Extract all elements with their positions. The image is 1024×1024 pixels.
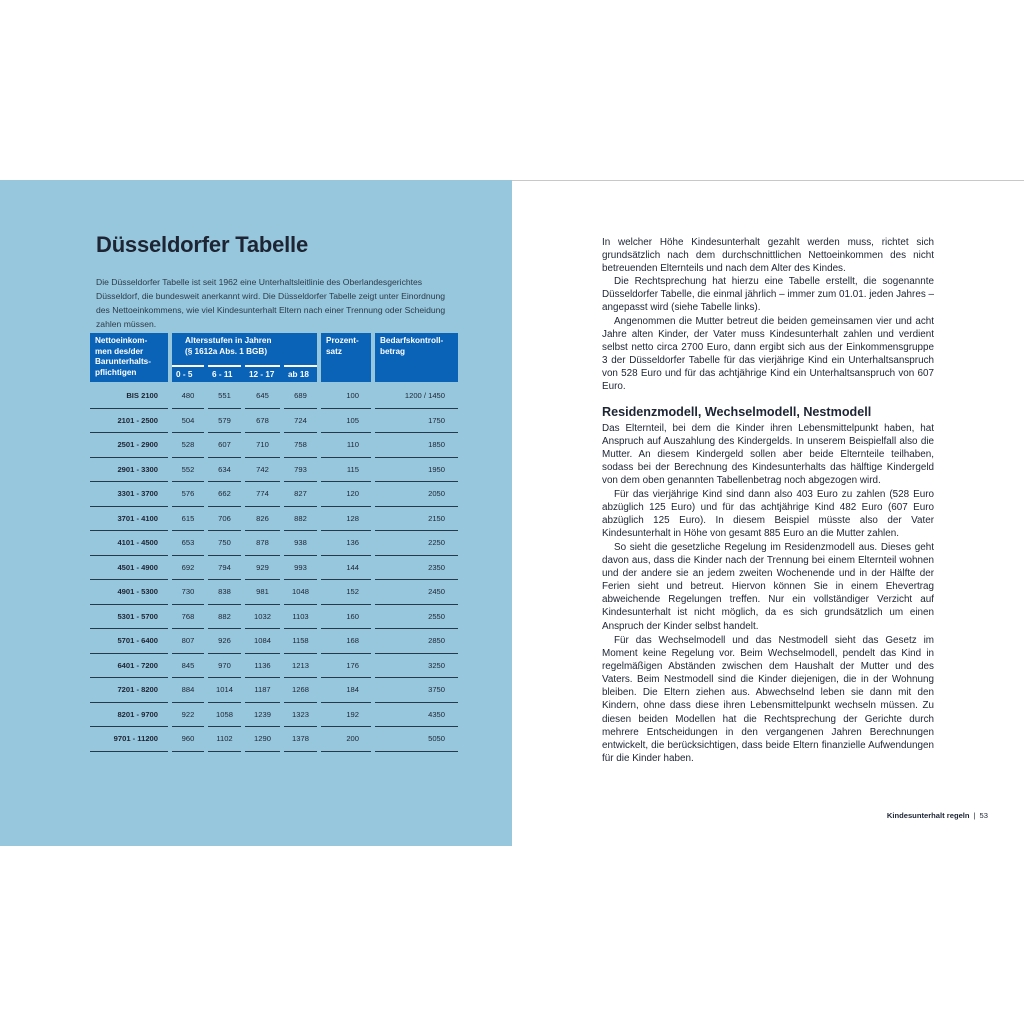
table-cell-a1: 922 <box>172 703 204 728</box>
header-percent-line: Prozent- <box>326 336 359 345</box>
table-cell-pct: 200 <box>321 727 371 752</box>
table-cell-bed: 2450 <box>375 580 458 605</box>
table-cell-bed: 5050 <box>375 727 458 752</box>
table-cell-a2: 551 <box>208 384 241 409</box>
table-row <box>90 482 458 507</box>
table-cell-bed: 4350 <box>375 703 458 728</box>
header-income-line: Barunterhalts- <box>95 357 151 366</box>
table-cell-a2: 750 <box>208 531 241 556</box>
table-cell-income: 9701 - 11200 <box>90 727 168 752</box>
table-cell-a4: 1378 <box>284 727 317 752</box>
paragraph-wechselmodell: Für das Wechselmodell und das Nestmodell sieht das Gesetz im Moment keine Regelung vor. Beim Wechselmodell, pendelt das Kind in regelmäßigen Abständen zwischen dem Haushalt der Mutter und des Vaters. Beim Nestmodell sind die Kinder diejenigen, die in der Wohnung bleiben. Die Eltern ziehen aus. Abwechselnd leben sie dann mit den Kindern, ohne dass diese ihren Lebensmittelpunkt wechseln müssen. Zu diesen beiden Modellen hat die Rechtsprechung der Gerichte durch mehrere Entscheidungen in den vergangenen Jahren Berechnungen entwickelt, die berücksichtigen, dass beide Eltern finanzielle Aufwendungen für die Kinder haben. <box>602 635 934 764</box>
table-cell-a4: 1268 <box>284 678 317 703</box>
table-cell-a3: 645 <box>245 384 280 409</box>
table-cell-a3: 1239 <box>245 703 280 728</box>
paragraph-example: Angenommen die Mutter betreut die beiden gemeinsamen vier und acht Jahre alten Kinder, der Vater muss Kindesunterhalt zahlen und verdient selbst netto circa 2700 Euro, dann ergibt sich aus der Einkommensgruppe 3 der Düsseldorfer Tabelle für das vierjährige Kind ein Unterhaltsanspruch von 528 Euro und für das achtjährige Kind ein Unterhaltsanspruch von 607 Euro. <box>602 316 934 393</box>
table-row <box>90 727 458 752</box>
table-cell-income: 2901 - 3300 <box>90 458 168 483</box>
table-cell-bed: 1950 <box>375 458 458 483</box>
header-income <box>90 333 168 382</box>
table-cell-a4: 1048 <box>284 580 317 605</box>
table-cell-a1: 552 <box>172 458 204 483</box>
table-cell-a1: 960 <box>172 727 204 752</box>
table-cell-a3: 929 <box>245 556 280 581</box>
table-cell-a4: 938 <box>284 531 317 556</box>
table-cell-pct: 110 <box>321 433 371 458</box>
table-cell-income: 5701 - 6400 <box>90 629 168 654</box>
page-title: Düsseldorfer Tabelle <box>96 232 308 257</box>
table-cell-bed: 2050 <box>375 482 458 507</box>
table-cell-a3: 1290 <box>245 727 280 752</box>
table-cell-a3: 878 <box>245 531 280 556</box>
table-cell-a4: 689 <box>284 384 317 409</box>
table-cell-a4: 793 <box>284 458 317 483</box>
table-cell-a4: 827 <box>284 482 317 507</box>
table-cell-a3: 981 <box>245 580 280 605</box>
table-cell-a1: 884 <box>172 678 204 703</box>
table-cell-bed: 2250 <box>375 531 458 556</box>
table-cell-a4: 1323 <box>284 703 317 728</box>
header-percent-line: satz <box>326 346 342 356</box>
table-cell-bed: 2550 <box>375 605 458 630</box>
table-cell-a2: 662 <box>208 482 241 507</box>
table-row <box>90 678 458 703</box>
table-cell-bed: 2350 <box>375 556 458 581</box>
table-row <box>90 556 458 581</box>
table-cell-pct: 152 <box>321 580 371 605</box>
table-row <box>90 458 458 483</box>
table-cell-a2: 838 <box>208 580 241 605</box>
page-footer <box>887 811 988 820</box>
header-age-line: Altersstufen in Jahren <box>185 336 272 345</box>
table-cell-a2: 970 <box>208 654 241 679</box>
table-cell-pct: 160 <box>321 605 371 630</box>
table-cell-pct: 168 <box>321 629 371 654</box>
table-cell-income: 4101 - 4500 <box>90 531 168 556</box>
table-cell-bed: 1850 <box>375 433 458 458</box>
intro-text: Die Düsseldorfer Tabelle ist seit 1962 eine Unterhaltsleitlinie des Oberlandesgerichtes Düsseldorf, die bundesweit anerkannt wird. Die Düsseldorfer Tabelle zeigt unter Einordnung des Nettoeinkommens, wie viel Kindesunterhalt Eltern nach einer Trennung oder Scheidung zahlen müssen. <box>96 277 446 329</box>
table-cell-bed: 2850 <box>375 629 458 654</box>
table-cell-a3: 710 <box>245 433 280 458</box>
table-cell-a4: 758 <box>284 433 317 458</box>
header-age-line: (§ 1612a Abs. 1 BGB) <box>185 346 268 356</box>
age-group-label: 12 - 17 <box>245 367 280 382</box>
table-cell-bed: 1200 / 1450 <box>375 384 458 409</box>
page-number: 53 <box>979 811 988 820</box>
table-cell-a1: 653 <box>172 531 204 556</box>
table-cell-income: 2101 - 2500 <box>90 409 168 434</box>
table-cell-a1: 576 <box>172 482 204 507</box>
table-cell-pct: 144 <box>321 556 371 581</box>
table-cell-income: 4901 - 5300 <box>90 580 168 605</box>
header-income-line: Nettoeinkom- <box>95 336 148 345</box>
paragraph-calculation: Für das vierjährige Kind sind dann also 403 Euro zu zahlen (528 Euro abzüglich 125 Euro) und für das achtjährige Kind 482 Euro (607 Euro abzüglich 125 Euro). In diesem Beispiel müsste also der Vater Kindesunterhalt in Höhe von gesamt 885 Euro an die Mutter zahlen. <box>602 489 934 540</box>
table-cell-income: BIS 2100 <box>90 384 168 409</box>
table-cell-a1: 528 <box>172 433 204 458</box>
table-cell-pct: 100 <box>321 384 371 409</box>
header-percent <box>321 333 371 382</box>
table-row <box>90 507 458 532</box>
table-cell-a1: 615 <box>172 507 204 532</box>
table-cell-a4: 1213 <box>284 654 317 679</box>
table-cell-a2: 1058 <box>208 703 241 728</box>
table-cell-a2: 706 <box>208 507 241 532</box>
table-cell-a1: 768 <box>172 605 204 630</box>
header-bedarf <box>375 333 458 382</box>
age-group-0-5 <box>172 365 204 382</box>
table-cell-bed: 3250 <box>375 654 458 679</box>
table-row <box>90 654 458 679</box>
age-group-6-11 <box>208 365 241 382</box>
table-cell-a2: 579 <box>208 409 241 434</box>
table-row <box>90 409 458 434</box>
table-row <box>90 605 458 630</box>
table-cell-a2: 926 <box>208 629 241 654</box>
table-cell-a4: 993 <box>284 556 317 581</box>
table-cell-a3: 742 <box>245 458 280 483</box>
table-row <box>90 580 458 605</box>
table-cell-a2: 1102 <box>208 727 241 752</box>
age-group-label: 6 - 11 <box>208 367 241 382</box>
header-income-line: men des/der <box>95 346 144 356</box>
table-cell-income: 2501 - 2900 <box>90 433 168 458</box>
age-group-ab-18 <box>284 365 317 382</box>
section-heading: Residenzmodell, Wechselmodell, Nestmodell <box>602 405 872 419</box>
table-cell-pct: 184 <box>321 678 371 703</box>
footer-separator: | <box>973 811 976 820</box>
table-cell-bed: 2150 <box>375 507 458 532</box>
paragraph-rechtsprechung: Die Rechtsprechung hat hierzu eine Tabelle erstellt, die sogenannte Düsseldorfer Tabelle, die einmal jährlich – immer zum 01.01. jeden Jahres – angepasst wird (siehe Tabelle links). <box>602 276 934 314</box>
table-cell-a2: 607 <box>208 433 241 458</box>
table-cell-income: 6401 - 7200 <box>90 654 168 679</box>
header-income-line: pflichtigen <box>95 367 137 377</box>
table-cell-a1: 692 <box>172 556 204 581</box>
header-bedarf-line: Bedarfskontroll- <box>380 336 444 345</box>
table-row <box>90 703 458 728</box>
table-cell-a3: 1084 <box>245 629 280 654</box>
table-cell-income: 5301 - 5700 <box>90 605 168 630</box>
table-cell-a3: 1136 <box>245 654 280 679</box>
table-cell-pct: 136 <box>321 531 371 556</box>
table-cell-a1: 480 <box>172 384 204 409</box>
paragraph-kindergeld: Das Elternteil, bei dem die Kinder ihren Lebensmittelpunkt haben, hat Anspruch auf Auszahlung des Kindergelds. In unserem Beispielfall also die Mutter. An diesem Kindergeld sollen aber beide Elternteile teilhaben, sodass bei der Berechnung des Kindesunterhalts das hälftige Kindergeld von dem oben genannten Tabellenbetrag noch abgezogen wird. <box>602 423 934 487</box>
table-cell-income: 4501 - 4900 <box>90 556 168 581</box>
table-cell-a1: 845 <box>172 654 204 679</box>
table-cell-a3: 1032 <box>245 605 280 630</box>
table-cell-a3: 774 <box>245 482 280 507</box>
table-cell-a3: 1187 <box>245 678 280 703</box>
table-cell-income: 3301 - 3700 <box>90 482 168 507</box>
table-cell-pct: 115 <box>321 458 371 483</box>
table-cell-a1: 730 <box>172 580 204 605</box>
table-cell-a4: 882 <box>284 507 317 532</box>
table-cell-pct: 176 <box>321 654 371 679</box>
table-cell-a1: 504 <box>172 409 204 434</box>
footer-section: Kindesunterhalt regeln <box>886 811 970 820</box>
table-cell-income: 3701 - 4100 <box>90 507 168 532</box>
table-cell-a3: 678 <box>245 409 280 434</box>
table-cell-a2: 634 <box>208 458 241 483</box>
table-row <box>90 629 458 654</box>
paragraph-intro: In welcher Höhe Kindesunterhalt gezahlt werden muss, richtet sich grundsätzlich nach dem durchschnittlichen Nettoeinkommen des nicht betreuenden Elternteils und nach dem Alter des Kindes. <box>602 237 934 275</box>
table-cell-income: 7201 - 8200 <box>90 678 168 703</box>
table-cell-a4: 724 <box>284 409 317 434</box>
header-bedarf-line: betrag <box>380 346 406 356</box>
table-row <box>90 384 458 409</box>
table-cell-a2: 1014 <box>208 678 241 703</box>
table-cell-pct: 192 <box>321 703 371 728</box>
table-cell-pct: 105 <box>321 409 371 434</box>
table-cell-a2: 794 <box>208 556 241 581</box>
age-group-12-17 <box>245 365 280 382</box>
table-row <box>90 433 458 458</box>
paragraph-residenzmodell: So sieht die gesetzliche Regelung im Residenzmodell aus. Dieses geht davon aus, dass die Kinder nach der Trennung bei einem Elternteil wohnen und der andere sie an jedem zweiten Wochenende und in der Hälfte der Ferien sieht und betreut. Hiervon können Sie in einem Ehevertrag abweichende Regelungen treffen. Nur ein vollständiger Verzicht auf Kindesunterhalt ist nicht möglich, da es sich grundsätzlich um einen Anspruch der Kinder selbst handelt. <box>602 542 934 632</box>
table-cell-a3: 826 <box>245 507 280 532</box>
age-group-label: ab 18 <box>284 367 317 382</box>
table-cell-pct: 128 <box>321 507 371 532</box>
age-group-label: 0 - 5 <box>172 367 204 382</box>
table-cell-pct: 120 <box>321 482 371 507</box>
table-cell-income: 8201 - 9700 <box>90 703 168 728</box>
table-cell-bed: 1750 <box>375 409 458 434</box>
table-cell-bed: 3750 <box>375 678 458 703</box>
table-cell-a1: 807 <box>172 629 204 654</box>
table-cell-a4: 1158 <box>284 629 317 654</box>
table-row <box>90 531 458 556</box>
table-cell-a2: 882 <box>208 605 241 630</box>
table-cell-a4: 1103 <box>284 605 317 630</box>
